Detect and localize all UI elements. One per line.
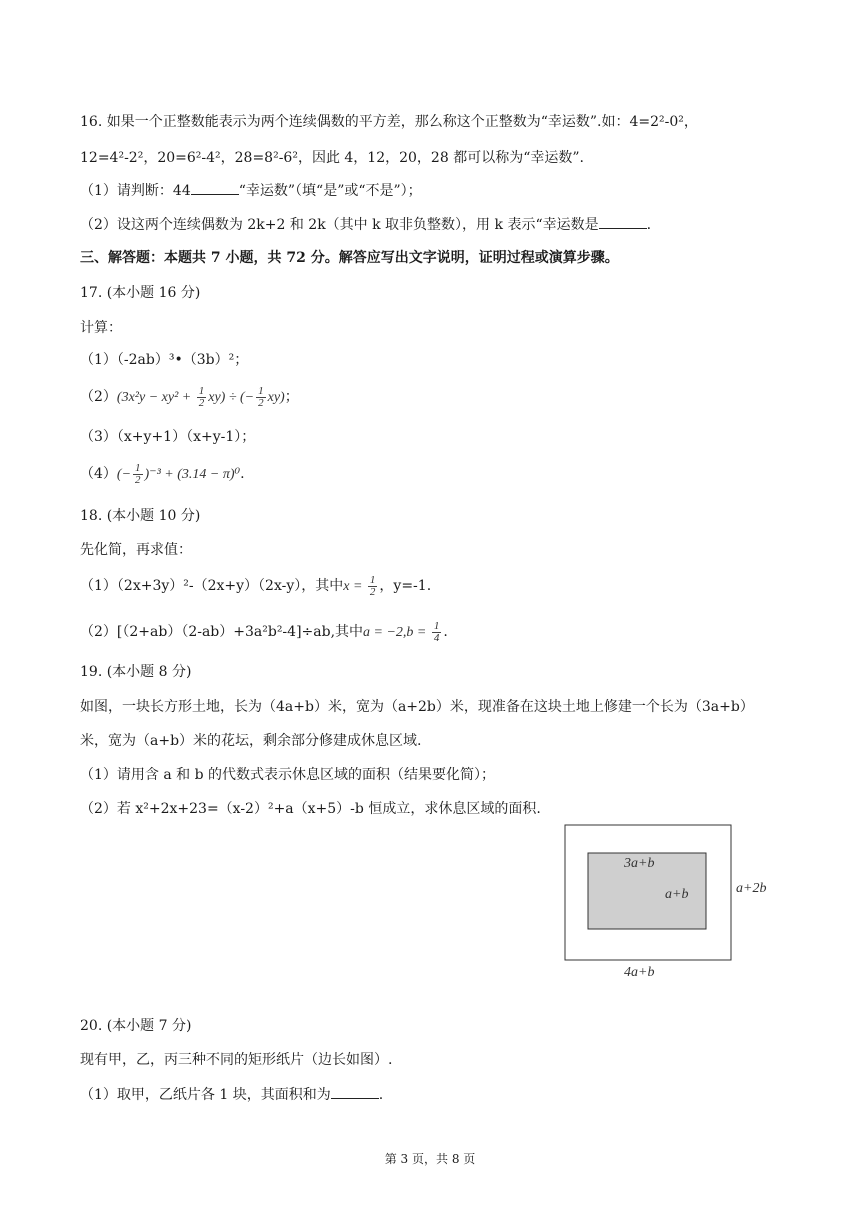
q16-part1-text-a: （1）请判断：44: [80, 183, 191, 199]
q18-intro: 先化简，再求值：: [80, 542, 192, 558]
fraction: $\frac{1}{2}$: [135, 462, 141, 487]
q20-intro: 现有甲，乙，丙三种不同的矩形纸片（边长如图）.: [80, 1052, 393, 1068]
label-outer-side: a+2b: [736, 881, 767, 896]
fraction: $\frac{1}{2}$: [258, 385, 264, 410]
q17-intro: 计算：: [80, 320, 122, 336]
q20-part1: （1）取甲，乙纸片各 1 块，其面积和为 .: [80, 1084, 383, 1105]
fraction: $\frac{1}{4}$: [433, 620, 440, 645]
q16-line1: 16. 如果一个正整数能表示为两个连续偶数的平方差，那么称这个正整数为“幸运数”.如：4=2²-0²，: [80, 114, 698, 130]
q19-line2: 米，宽为（a+b）米的花坛，剩余部分修建成休息区域.: [80, 733, 422, 749]
q18-part1: （1）（2x+3y）²-（2x+y）（2x-y），其中x = $\frac{1}{2}$ ，y=-1.: [80, 574, 432, 599]
q16-line2: 12=4²-2²，20=6²-4²，28=8²-6²，因此 4，12，20，28 都可以称为“幸运数”.: [80, 150, 584, 166]
q19-part2: （2）若 x²+2x+23=（x-2）²+a（x+5）-b 恒成立，求休息区域的面积.: [80, 801, 541, 817]
q17-part4: （4）(− $\frac{1}{2}$ )⁻³ + (3.14 − π)⁰.: [80, 462, 245, 487]
q16-part1-text-b: “幸运数”（填“是”或“不是”）；: [238, 183, 422, 199]
q20-header: 20. (本小题 7 分): [80, 1018, 192, 1034]
q19-line1: 如图，一块长方形土地，长为（4a+b）米，宽为（a+2b）米，现准备在这块土地上修建一个长为（3a+b）: [80, 699, 754, 715]
label-outer-bottom: 4a+b: [624, 965, 655, 980]
q17-part2: （2）(3x²y − xy² + $\frac{1}{2}$ xy) ÷ (− $\frac{1}{2}$ xy)；: [80, 385, 299, 410]
answer-blank: [599, 214, 647, 229]
q17-part1: （1）（-2ab）³•（3b）²；: [80, 352, 249, 368]
land-diagram: [560, 822, 790, 982]
expression: a = −2,b = $\frac{1}{4}$: [363, 620, 440, 645]
answer-blank: [191, 180, 239, 195]
q19-part1: （1）请用含 a 和 b 的代数式表示休息区域的面积（结果要化简）；: [80, 767, 496, 783]
expression: (3x²y − xy² + $\frac{1}{2}$ xy) ÷ (− $\frac{1}{2}$ xy): [116, 385, 285, 410]
q18-part2: （2）[（2+ab）（2-ab）+3a²b²-4]÷ab,其中a = −2,b = $\frac{1}{4}$ .: [80, 620, 448, 645]
fraction: $\frac{1}{2}$: [369, 574, 376, 599]
answer-blank: [331, 1084, 379, 1099]
expression: x = $\frac{1}{2}$: [343, 574, 376, 599]
expression: (− $\frac{1}{2}$ )⁻³ + (3.14 − π)⁰: [116, 462, 241, 487]
q16-part2: [80, 214, 651, 235]
label-inner-side: a+b: [665, 887, 689, 902]
section-heading: 三、解答题：本题共 7 小题，共 72 分。解答应写出文字说明，证明过程或演算步骤。: [80, 250, 619, 266]
q19-header: 19. (本小题 8 分): [80, 664, 192, 680]
q17-part3: （3）（x+y+1）（x+y-1）；: [80, 429, 256, 445]
fraction: $\frac{1}{2}$: [198, 385, 205, 410]
page-number: 第 3 页，共 8 页: [384, 1152, 476, 1166]
q16-part1: [80, 180, 422, 201]
q17-header: 17. (本小题 16 分): [80, 285, 201, 301]
label-inner-top: 3a+b: [624, 856, 655, 871]
q16-part2-text-a: （2）设这两个连续偶数为 2k+2 和 2k（其中 k 取非负整数），用 k 表示“幸运数是: [80, 217, 599, 233]
q16-part2-text-b: .: [646, 217, 652, 233]
q18-header: 18. (本小题 10 分): [80, 508, 201, 524]
